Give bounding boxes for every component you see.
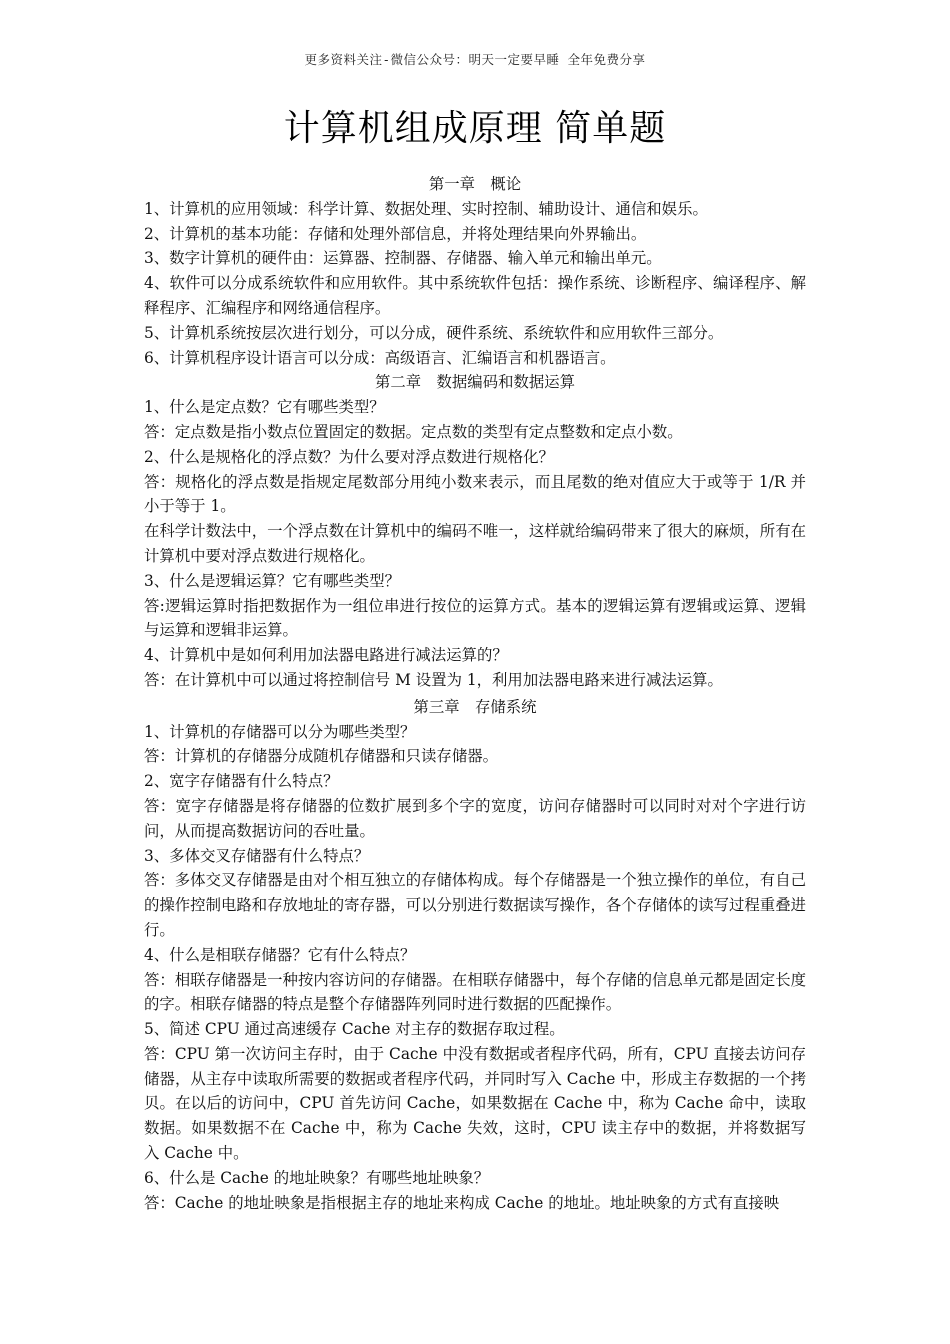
paragraph: 答：CPU 第一次访问主存时，由于 Cache 中没有数据或者程序代码，所有，CPU 直接去访问存储器，从主存中读取所需要的数据或者程序代码，并同时写入 Cache 中，形成主存数据的一个拷贝。在以后的访问中，CPU 首先访问 Cache，如果数据在 Cache 中，称为 Cache 命中，读取数据。如果数据不在 Cache 中，称为 Cache 失效，这时，CPU 读主存中的数据，并将数据写入 Cache 中。 <box>144 1044 806 1163</box>
paragraph: 答：定点数是指小数点位置固定的数据。定点数的类型有定点整数和定点小数。 <box>144 422 683 441</box>
paragraph: 2、什么是规格化的浮点数？为什么要对浮点数进行规格化？ <box>144 447 554 466</box>
paragraph: 答：计算机的存储器分成随机存储器和只读存储器。 <box>144 747 498 766</box>
paragraph: 1、什么是定点数？它有哪些类型？ <box>144 398 385 417</box>
paragraph: 答：规格化的浮点数是指规定尾数部分用纯小数来表示，而且尾数的绝对值应大于或等于 1/R 并小于等于 1。 <box>144 472 806 516</box>
paragraph: 3、多体交叉存储器有什么特点？ <box>144 846 370 865</box>
paragraph: 答：相联存储器是一种按内容访问的存储器。在相联存储器中，每个存储的信息单元都是固定长度的字。相联存储器的特点是整个存储器阵列同时进行数据的匹配操作。 <box>144 970 806 1014</box>
paragraph: 答:逻辑运算时指把数据作为一组位串进行按位的运算方式。基本的逻辑运算有逻辑或运算、逻辑与运算和逻辑非运算。 <box>144 596 806 640</box>
paragraph: 6、计算机程序设计语言可以分成：高级语言、汇编语言和机器语言。 <box>144 348 616 367</box>
paragraph: 2、宽字存储器有什么特点？ <box>144 772 339 791</box>
paragraph: 3、什么是逻辑运算？它有哪些类型？ <box>144 571 401 590</box>
chapter-3-heading: 第三章 存储系统 <box>413 697 537 716</box>
paragraph: 5、简述 CPU 通过高速缓存 Cache 对主存的数据存取过程。 <box>144 1020 565 1039</box>
paragraph: 1、计算机的应用领域：科学计算、数据处理、实时控制、辅助设计、通信和娱乐。 <box>144 199 708 218</box>
paragraph: 5、计算机系统按层次进行划分，可以分成，硬件系统、系统软件和应用软件三部分。 <box>144 323 724 342</box>
document-title: 计算机组成原理 简单题 <box>283 108 667 149</box>
chapter-2-heading: 第二章 数据编码和数据运算 <box>374 373 576 392</box>
header-note: 更多资料关注-微信公众号：明天一定要早睡 全年免费分享 <box>304 52 646 67</box>
paragraph: 3、数字计算机的硬件由：运算器、控制器、存储器、输入单元和输出单元。 <box>144 249 662 268</box>
paragraph: 1、计算机的存储器可以分为哪些类型？ <box>144 722 416 741</box>
paragraph: 6、什么是 Cache 的地址映象？有哪些地址映象？ <box>144 1168 490 1187</box>
document-body <box>144 172 806 1215</box>
paragraph: 在科学计数法中，一个浮点数在计算机中的编码不唯一，这样就给编码带来了很大的麻烦，所有在计算机中要对浮点数进行规格化。 <box>144 522 806 565</box>
paragraph: 答：多体交叉存储器是由对个相互独立的存储体构成。每个存储器是一个独立操作的单位，有自己的操作控制电路和存放地址的寄存器，可以分别进行数据读写操作，各个存储体的读写过程重叠进行。 <box>144 871 806 939</box>
paragraph: 4、计算机中是如何利用加法器电路进行减法运算的？ <box>144 646 508 665</box>
paragraph: 4、软件可以分成系统软件和应用软件。其中系统软件包括：操作系统、诊断程序、编译程序、解释程序、汇编程序和网络通信程序。 <box>144 274 806 317</box>
paragraph: 4、什么是相联存储器？它有什么特点？ <box>144 945 416 964</box>
chapter-1-heading: 第一章 概论 <box>428 175 522 193</box>
paragraph: 答：在计算机中可以通过将控制信号 M 设置为 1，利用加法器电路来进行减法运算。 <box>144 670 723 689</box>
paragraph: 答：宽字存储器是将存储器的位数扩展到多个字的宽度，访问存储器时可以同时对对个字进行访问，从而提高数据访问的吞吐量。 <box>144 796 806 840</box>
paragraph: 答：Cache 的地址映象是指根据主存的地址来构成 Cache 的地址。地址映象的方式有直接映 <box>144 1193 780 1212</box>
paragraph: 2、计算机的基本功能：存储和处理外部信息，并将处理结果向外界输出。 <box>144 224 647 243</box>
